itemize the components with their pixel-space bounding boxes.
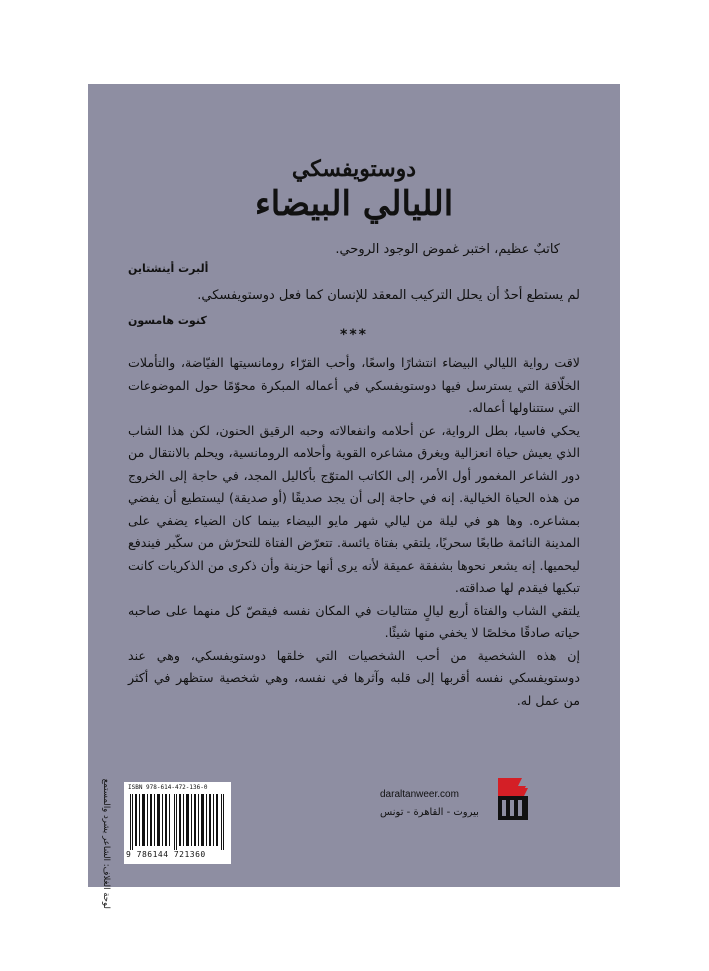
publisher-logo-icon — [492, 774, 534, 822]
barcode-bars-icon — [128, 794, 227, 850]
blurb-paragraph: يحكي فاسيا، بطل الرواية، عن أحلامه وانفعالاته وحبه الرقيق الحنون، لكن هذا الشاب الذي يعيش حياة انعزالية ويغرق مشاعره القوية وأحلامه الرومانسية، ويحلم بالانتقال من دور الشاعر المغمور أول الأمر، إلى الكاتب المتوّج بأكاليل المجد، في حاجة إلى الخروج من هذه الحياة الخيالية. إنه في حاجة إلى أن يجد صديقًا (أو صديقة) ليستطيع أن يفضي بمشاعره. وها هو في ليلة من ليالي شهر مايو البيضاء بينما كان الضياء يضفي على المدينة النائمة طابعًا سحريًا، يلتقي بفتاة يائسة. تتعرّض الفتاة للتحرّش من سكّير فيندفع ليحميها. إنه يشعر نحوها بشفقة عميقة لأنه يرى أنها حزينة وأن ذكرى من الذكريات كانت تبكيها فيقدم لها صداقته. — [128, 422, 580, 595]
quote-attribution-einstein: ألبرت أينشتاين — [128, 262, 209, 275]
quote-hamsun: لم يستطع أحدٌ أن يحلل التركيب المعقد للإنسان كما فعل دوستويفسكي. — [197, 288, 580, 303]
barcode — [124, 782, 231, 864]
publisher-website: daraltanweer.com — [380, 789, 459, 800]
cover-art-credit-text: لوحة الغلاف: الشاعر يشرد والمستمع — [101, 778, 111, 909]
blurb-text — [128, 352, 580, 712]
book-title: الليالي البيضاء — [254, 184, 454, 224]
quote-einstein: كاتبٌ عظيم، اختبر غموض الوجود الروحي. — [335, 242, 560, 257]
cover-art-credit — [96, 734, 116, 914]
blurb-paragraph: لاقت رواية الليالي البيضاء انتشارًا واسعًا، وأحب القرّاء رومانسيتها الفيّاضة، والتأملات الخلّاقة التي يسترسل فيها دوستويفسكي في أعماله المبكرة محوّمًا حول الموضوعات التي ستتناولها أعماله. — [128, 355, 580, 415]
book-back-cover — [88, 84, 620, 909]
section-separator: *** — [340, 327, 368, 343]
isbn-number: 9 786144 721360 — [126, 850, 206, 859]
publisher-cities: بيروت - القاهرة - تونس — [380, 807, 479, 818]
blurb-paragraph: يلتقي الشاب والفتاة أربع ليالٍ متتاليات في المكان نفسه فيقصّ كل منهما على صاحبه حياته صادقًا مخلصًا لا يخفي منها شيئًا. — [128, 602, 580, 640]
quote-attribution-hamsun: كنوت هامسون — [128, 314, 207, 327]
isbn-label: ISBN 978-614-472-136-0 — [128, 784, 208, 791]
author-name: دوستويفسكي — [291, 156, 417, 182]
blurb-paragraph: إن هذه الشخصية من أحب الشخصيات التي خلقها دوستويفسكي، وهي عند دوستويفسكي نفسه أقربها إلى قلبه وآثرها في نفسه، وهي شخصية ستظهر في أكثر من عمل له. — [128, 647, 580, 708]
